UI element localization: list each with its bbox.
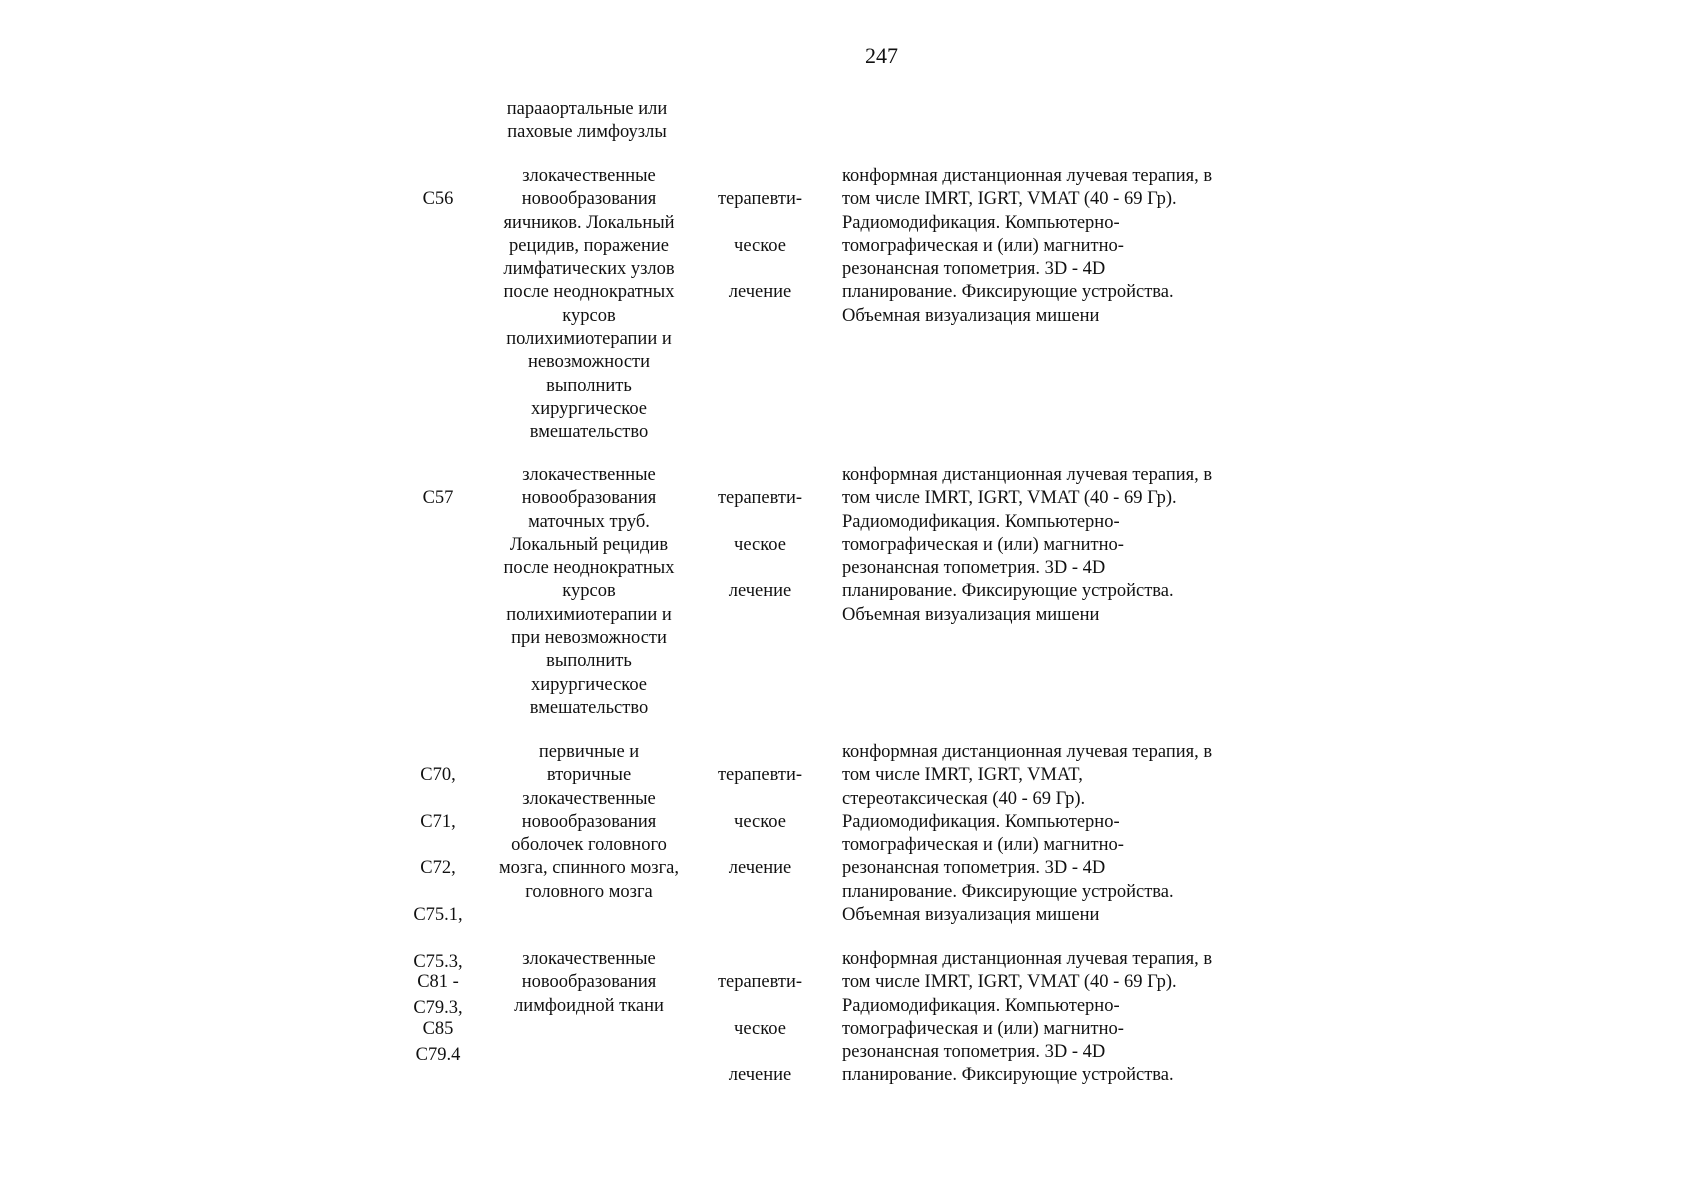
text-line: конформная дистанционная лучевая терапия, в [842,949,1213,969]
treatment-method-cell [842,741,1262,927]
text-line: лечение [728,581,792,602]
diagnosis-cell [474,741,704,904]
text-line: томографическая и (или) магнитно- [842,1018,1124,1039]
text-line: маточных труб. [528,511,650,532]
text-line: резонансная топометрия. 3D - 4D [842,858,1106,879]
text-line: лечение [728,858,792,879]
text-line: лечение [728,282,792,303]
text-line: ческое [734,811,786,832]
text-line: после неоднократных [503,558,675,579]
text-line: невозможности [527,352,651,373]
text-line: терапевти- [717,972,803,993]
text-line: стереотаксическая (40 - 69 Гр). [842,788,1086,809]
text-line: хирургическое [530,398,648,419]
text-line: новообразования [521,488,657,509]
treatment-method-cell [842,464,1262,627]
text-line: новообразования [521,189,657,210]
text-line: мозга, спинного мозга, [498,858,680,879]
text-line: после неоднократных [503,282,675,303]
text-line: злокачественные [522,788,656,809]
text-line: резонансная топометрия. 3D - 4D [842,259,1106,280]
icd-code: C57 [422,488,454,509]
page-number: 247 [865,43,898,68]
text-line: рецидив, поражение [509,235,669,256]
text-line: конформная дистанционная лучевая терапия, в [842,166,1213,186]
text-line: планирование. Фиксирующие устройства. [842,881,1174,902]
diagnosis-cell [474,464,704,720]
icd-code: C56 [422,189,454,210]
text-line: вторичные [546,765,632,786]
text-line: яичников. Локальный [503,212,675,233]
text-line: Объемная визуализация мишени [842,305,1100,326]
text-line: лимфатических узлов [503,259,675,280]
text-line: выполнить [546,375,632,396]
treatment-type-cell [700,741,820,904]
text-line: полихимиотерапии и [506,329,672,350]
text-line: паховые лимфоузлы [507,122,667,143]
text-line: терапевти- [717,488,803,509]
icd-code: C81 - [417,972,459,993]
icd-code: C79.4 [415,1044,461,1065]
text-line: выполнить [546,651,632,672]
text-line: резонансная топометрия. 3D - 4D [842,1042,1106,1063]
text-line: оболочек головного [511,835,667,856]
text-line: томографическая и (или) магнитно- [842,235,1124,256]
treatment-type-cell [700,948,820,1111]
icd-code-cell [408,464,468,534]
text-line: планирование. Фиксирующие устройства. [842,1065,1174,1086]
treatment-method-cell [842,948,1262,1088]
text-line: злокачественные [522,465,656,485]
text-line: Объемная визуализация мишени [842,905,1100,926]
text-line: томографическая и (или) магнитно- [842,534,1124,555]
text-line: первичные и [538,742,640,762]
text-line: парааортальные или [506,99,668,119]
icd-code: C75.1, [413,905,463,926]
text-line: хирургическое [530,674,648,695]
text-line: новообразования [521,811,657,832]
icd-code-cell [408,948,468,1064]
text-line: терапевти- [717,189,803,210]
icd-code: C85 [422,1018,454,1039]
text-line: головного мозга [525,881,653,902]
icd-code: C70, [420,765,456,786]
icd-code: C79.3, [413,998,463,1019]
text-line: Радиомодификация. Компьютерно- [842,212,1120,233]
text-line: Радиомодификация. Компьютерно- [842,995,1120,1016]
treatment-method-cell [842,165,1262,328]
text-line: терапевти- [717,765,803,786]
text-line: планирование. Фиксирующие устройства. [842,581,1174,602]
treatment-type-cell [700,165,820,328]
continued-diagnosis-text [472,98,702,145]
text-line: курсов [562,305,616,326]
text-line: ческое [734,235,786,256]
diagnosis-cell [474,948,704,1018]
text-line: резонансная топометрия. 3D - 4D [842,558,1106,579]
text-line: конформная дистанционная лучевая терапия, в [842,742,1213,762]
text-line: при невозможности [511,628,667,649]
text-line: томографическая и (или) магнитно- [842,835,1124,856]
treatment-type-cell [700,464,820,627]
diagnosis-cell [474,165,704,445]
icd-code: C72, [420,858,456,879]
text-line: лечение [728,1065,792,1086]
text-line: лимфоидной ткани [514,995,664,1016]
text-line: планирование. Фиксирующие устройства. [842,282,1174,303]
text-line: злокачественные [522,166,656,186]
icd-code: C71, [420,811,456,832]
text-line: вмешательство [529,697,649,718]
text-line: Радиомодификация. Компьютерно- [842,811,1120,832]
text-line: злокачественные [522,949,656,969]
text-line: конформная дистанционная лучевая терапия, в [842,465,1213,485]
text-line: том числе IMRT, IGRT, VMAT (40 - 69 Гр). [842,189,1177,210]
text-line: новообразования [521,972,657,993]
text-line: полихимиотерапии и [506,604,672,625]
text-line: том числе IMRT, IGRT, VMAT, [842,765,1083,786]
icd-code: C75.3, [413,951,463,972]
text-line: ческое [734,534,786,555]
text-line: ческое [734,1018,786,1039]
text-line: Локальный рецидив [509,534,669,555]
text-line: Радиомодификация. Компьютерно- [842,511,1120,532]
text-line: том числе IMRT, IGRT, VMAT (40 - 69 Гр). [842,972,1177,993]
text-line: том числе IMRT, IGRT, VMAT (40 - 69 Гр). [842,488,1177,509]
icd-code-cell [408,165,468,235]
text-line: курсов [562,581,616,602]
text-line: вмешательство [529,422,649,443]
text-line: Объемная визуализация мишени [842,604,1100,625]
